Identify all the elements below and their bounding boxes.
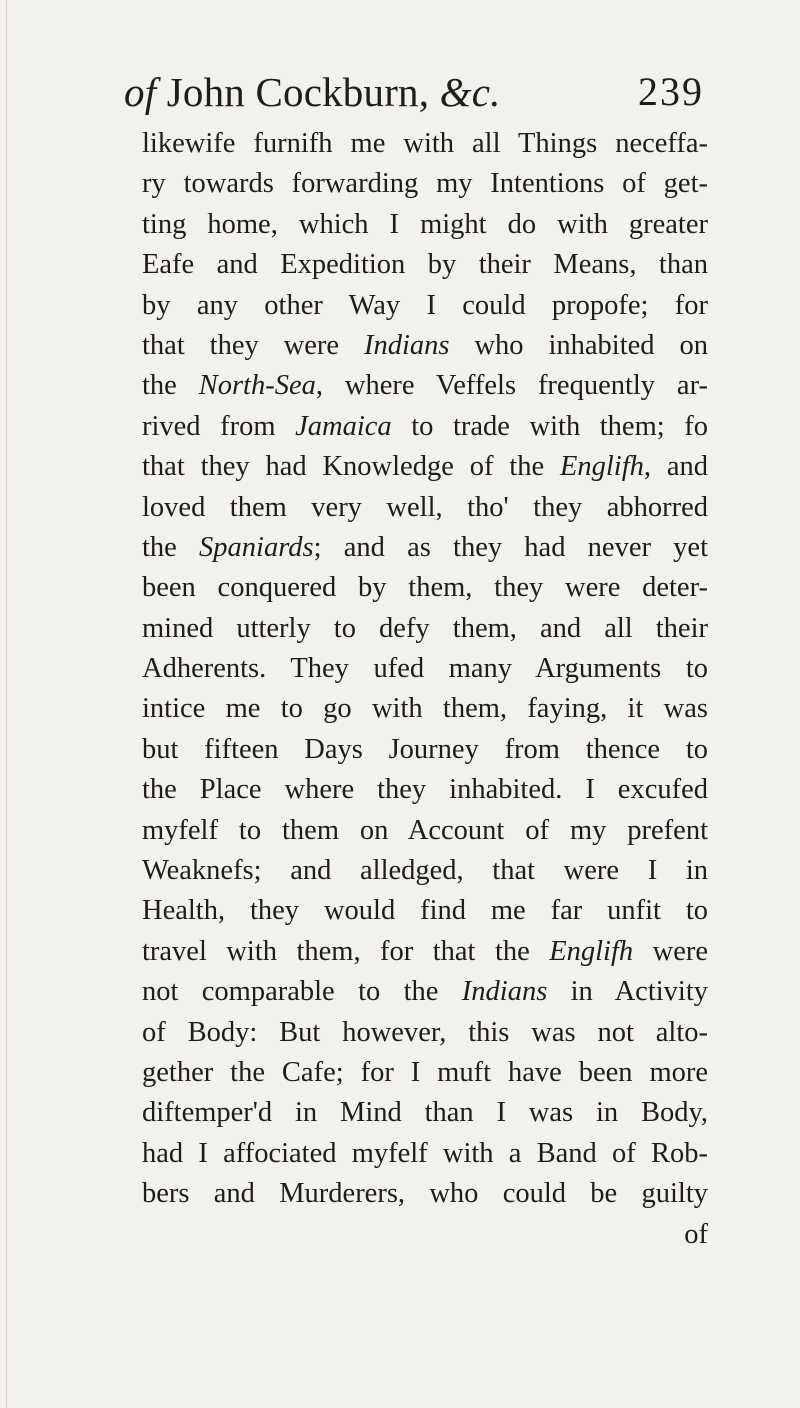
- text-line: but fifteen Days Journey from thence to: [142, 733, 708, 765]
- text-line: the Place where they inhabited. I excufed: [142, 774, 708, 806]
- running-title: [124, 68, 501, 116]
- italic-term: North-Sea: [198, 370, 316, 402]
- italic-term: Jamaica: [295, 410, 392, 442]
- text-line: had I affociated myfelf with a Band of Rob-: [142, 1137, 708, 1169]
- running-title-suffix: &c.: [439, 69, 501, 115]
- text-line: mined utterly to defy them, and all their: [142, 612, 708, 644]
- text-line: Weaknefs; and alledged, that were I in: [142, 855, 708, 887]
- text-line: Adherents. They ufed many Arguments to: [142, 653, 708, 685]
- text-line: bers and Murderers, who could be guilty: [142, 1178, 708, 1210]
- text-line: [142, 407, 708, 447]
- italic-term: Indians: [364, 329, 450, 361]
- text-segment: ; and as they had never yet: [313, 531, 708, 563]
- text-line: [142, 366, 708, 406]
- text-line: been conquered by them, they were deter-: [142, 572, 708, 604]
- text-line: gether the Cafe; for I muft have been more: [142, 1056, 708, 1088]
- text-line: Eafe and Expedition by their Means, than: [142, 249, 708, 281]
- italic-term: Englifh: [549, 935, 634, 967]
- running-title-main: John Cockburn,: [166, 69, 430, 115]
- catchword: of: [684, 1218, 708, 1250]
- text-segment: who inhabited on: [449, 329, 708, 361]
- text-segment: , where Veffels frequently ar-: [315, 370, 708, 402]
- text-line: diftemper'd in Mind than I was in Body,: [142, 1097, 708, 1129]
- text-line: [142, 528, 708, 568]
- text-segment: to trade with them; fo: [391, 410, 708, 442]
- text-segment: the: [142, 531, 200, 563]
- text-line: [142, 972, 708, 1012]
- text-line: intice me to go with them, faying, it was: [142, 693, 708, 725]
- text-line: ry towards forwarding my Intentions of get-: [142, 168, 708, 200]
- text-line: myfelf to them on Account of my prefent: [142, 814, 708, 846]
- text-line: Health, they would find me far unfit to: [142, 895, 708, 927]
- text-line: [142, 932, 708, 972]
- italic-term: Englifh: [559, 451, 644, 483]
- italic-term: Indians: [461, 976, 548, 1008]
- text-segment: , and: [643, 451, 708, 483]
- text-line: [142, 447, 708, 487]
- text-line: [142, 326, 708, 366]
- italic-term: Spaniards: [199, 531, 314, 563]
- text-line: ting home, which I might do with greater: [142, 208, 708, 240]
- text-segment: that they had Knowledge of the: [142, 451, 560, 483]
- text-segment: in Activity: [547, 976, 708, 1008]
- text-line: by any other Way I could propofe; for: [142, 289, 708, 321]
- body-text: [142, 124, 708, 1255]
- page-gutter-edge: [6, 0, 7, 1408]
- text-segment: rived from: [142, 410, 296, 442]
- text-segment: that they were: [142, 329, 365, 361]
- text-line: likewife furnifh me with all Things neceffa-: [142, 128, 708, 159]
- text-segment: the: [142, 370, 199, 402]
- text-line: loved them very well, tho' they abhorred: [142, 491, 708, 523]
- text-line: of Body: But however, this was not alto-: [142, 1016, 708, 1048]
- running-header: [124, 68, 704, 116]
- text-segment: not comparable to the: [142, 976, 462, 1008]
- page-number: 239: [638, 69, 704, 114]
- text-segment: travel with them, for that the: [142, 935, 550, 967]
- text-segment: were: [633, 935, 708, 967]
- running-title-prefix: of: [124, 69, 157, 115]
